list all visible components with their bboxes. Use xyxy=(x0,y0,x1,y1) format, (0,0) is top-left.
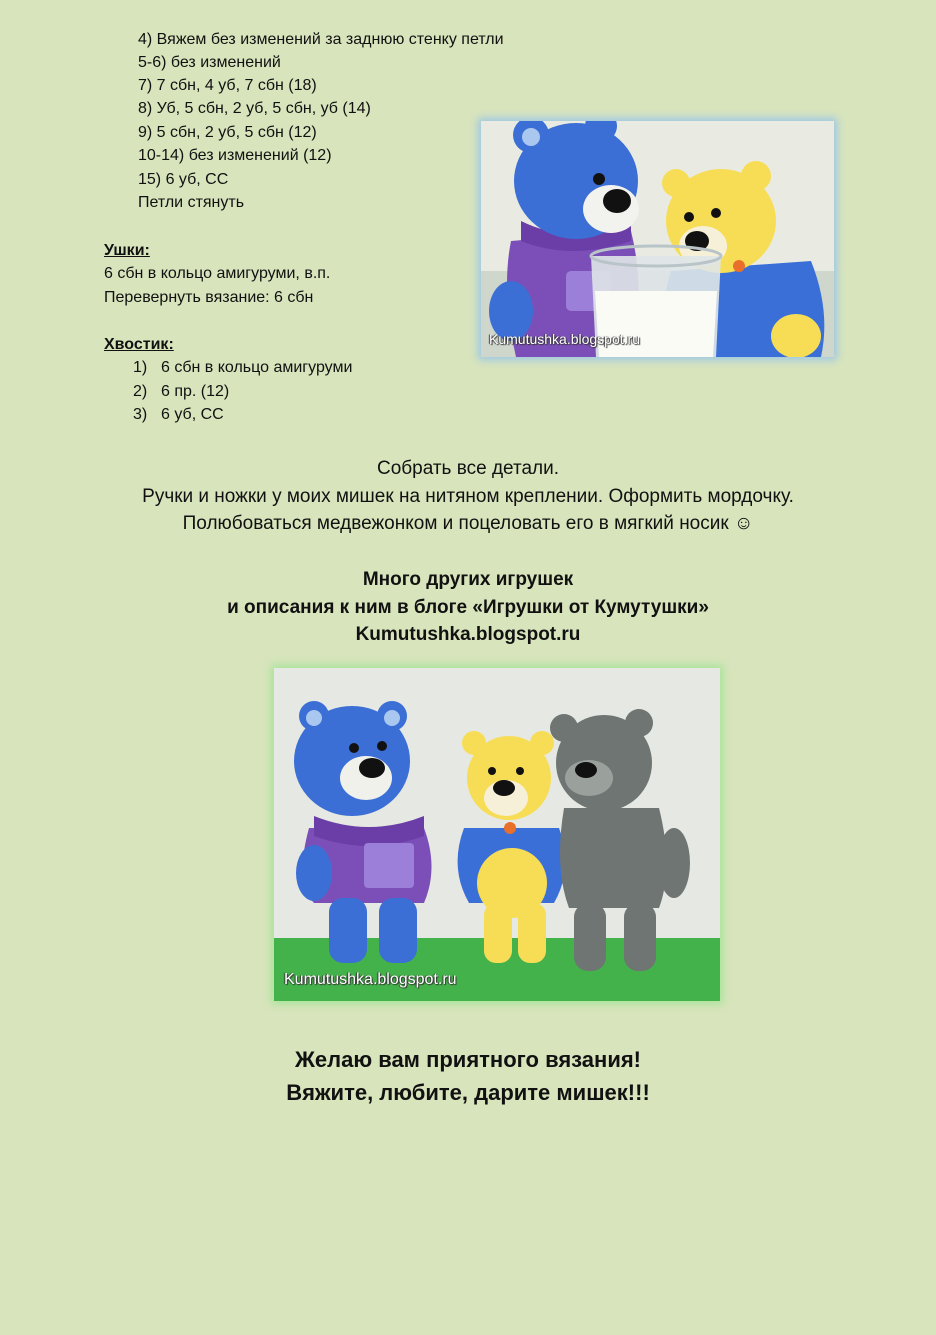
ears-heading: Ушки: xyxy=(104,242,150,259)
promo-block xyxy=(0,566,936,649)
photo-watermark: Kumutushka.blogspot.ru xyxy=(489,331,640,347)
photo-watermark: Kumutushka.blogspot.ru xyxy=(284,971,457,988)
assembly-block xyxy=(0,455,936,538)
tail-item-number: 1) xyxy=(133,359,148,376)
tail-item xyxy=(133,380,229,403)
assembly-line-1: Собрать все детали. xyxy=(376,458,560,479)
tail-item-text: 6 пр. (12) xyxy=(161,383,230,400)
tail-heading: Хвостик: xyxy=(104,336,174,353)
ears-line-2: Перевернуть вязание: 6 сбн xyxy=(104,289,314,306)
row-10-14: 10-14) без изменений (12) xyxy=(138,147,332,164)
assembly-line-3: Полюбоваться медвежонком и поцеловать его в мягкий носик ☺ xyxy=(182,513,754,534)
row-finish: Петли стянуть xyxy=(138,194,245,211)
photo-three-bears-illustration xyxy=(274,668,720,1001)
closing-line-2: Вяжите, любите, дарите мишек!!! xyxy=(286,1080,650,1105)
tail-item-number: 3) xyxy=(133,406,148,423)
row-5-6: 5-6) без изменений xyxy=(138,54,281,71)
promo-line-1: Много других игрушек xyxy=(362,569,574,590)
row-7: 7) 7 сбн, 4 уб, 7 сбн (18) xyxy=(138,77,317,94)
closing-block xyxy=(0,1043,936,1109)
row-8: 8) Уб, 5 сбн, 2 уб, 5 сбн, уб (14) xyxy=(138,100,371,117)
promo-line-2: и описания к ним в блоге «Игрушки от Кумутушки» xyxy=(227,596,709,618)
photo-three-bears xyxy=(274,668,720,1001)
row-9: 9) 5 сбн, 2 уб, 5 сбн (12) xyxy=(138,124,317,141)
photo-bears-with-milk-illustration xyxy=(481,121,834,357)
tail-item-text: 6 сбн в кольцо амигуруми xyxy=(161,359,353,376)
row-15: 15) 6 уб, СС xyxy=(138,171,229,188)
assembly-line-2: Ручки и ножки у моих мишек на нитяном креплении. Оформить мордочку. xyxy=(142,485,794,507)
row-4: 4) Вяжем без изменений за заднюю стенку петли xyxy=(138,31,504,48)
tail-item-number: 2) xyxy=(133,383,148,400)
ears-line-1: 6 сбн в кольцо амигуруми, в.п. xyxy=(104,265,331,282)
tail-item xyxy=(133,403,224,426)
promo-blog-url: Kumutushka.blogspot.ru xyxy=(355,624,581,645)
tail-item-text: 6 уб, СС xyxy=(161,406,224,423)
closing-line-1: Желаю вам приятного вязания! xyxy=(294,1047,642,1072)
photo-bears-with-milk xyxy=(481,121,834,357)
tail-item xyxy=(133,356,352,379)
